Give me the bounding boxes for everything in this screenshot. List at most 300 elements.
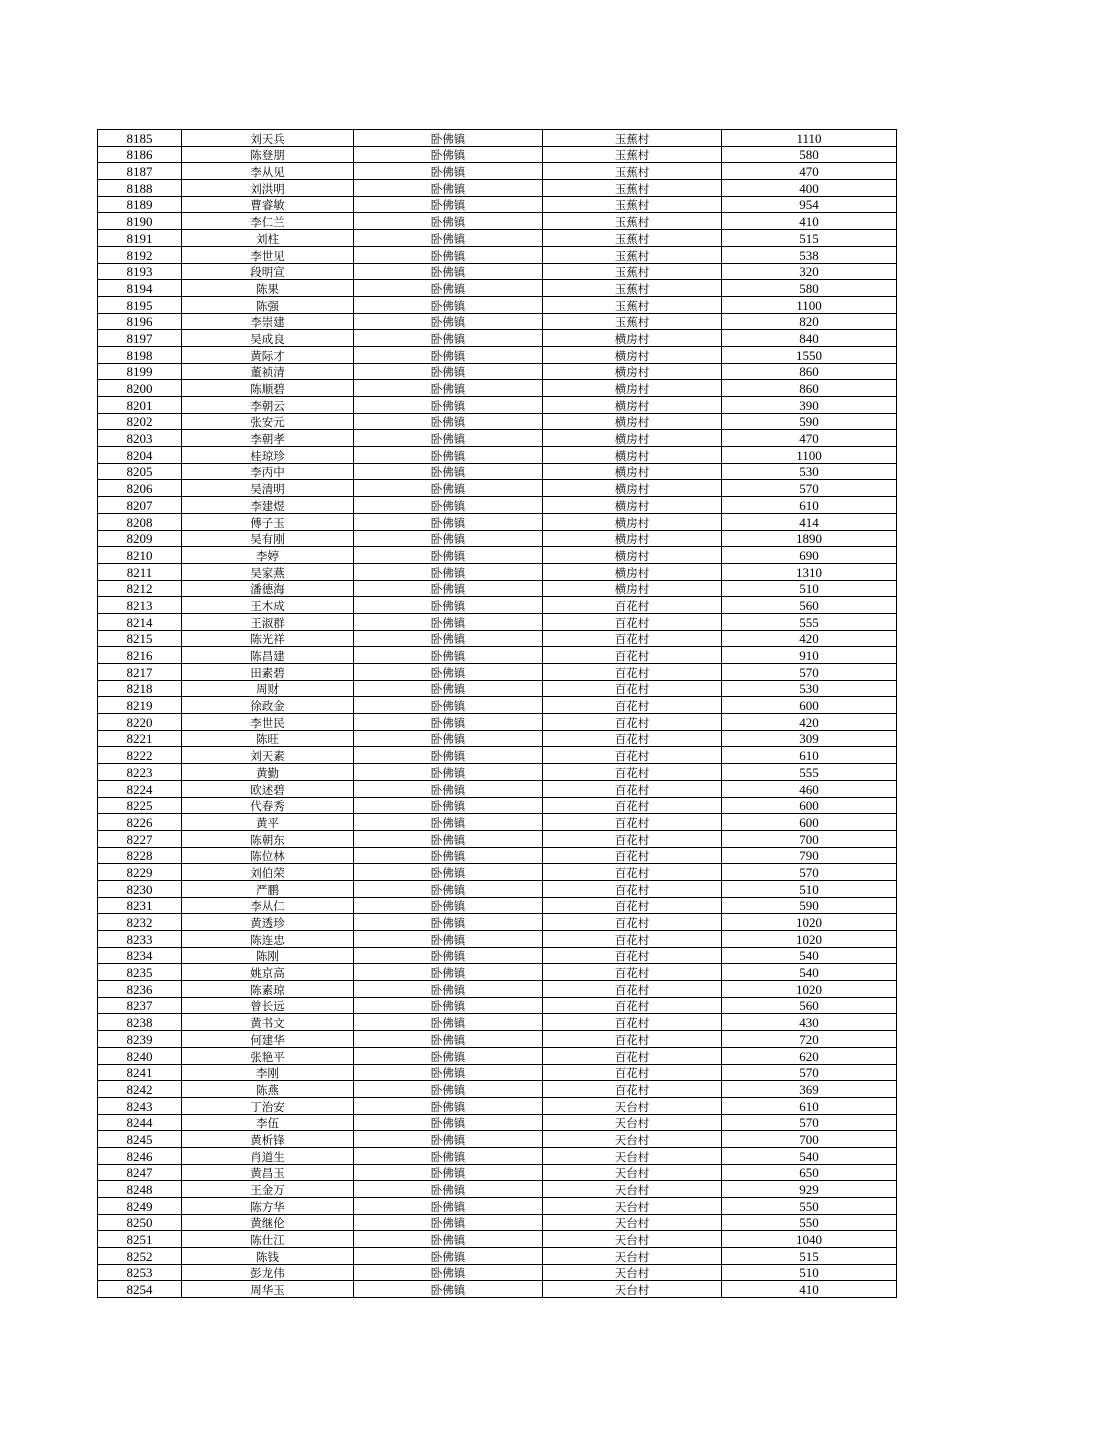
- town-cell: 卧佛镇: [354, 346, 543, 363]
- row-number-cell: 8236: [98, 981, 182, 998]
- town-cell: 卧佛镇: [354, 547, 543, 564]
- town-cell: 卧佛镇: [354, 447, 543, 464]
- amount-cell: 410: [722, 1281, 897, 1298]
- village-cell: 百花村: [543, 714, 722, 731]
- table-body: [98, 130, 897, 1298]
- table-row: [98, 397, 897, 414]
- village-cell: 天台村: [543, 1231, 722, 1248]
- town-cell: 卧佛镇: [354, 1231, 543, 1248]
- town-cell: 卧佛镇: [354, 814, 543, 831]
- town-cell: 卧佛镇: [354, 730, 543, 747]
- table-row: [98, 130, 897, 147]
- name-cell: 黄昌玉: [182, 1164, 354, 1181]
- table-row: [98, 1047, 897, 1064]
- amount-cell: 470: [722, 430, 897, 447]
- town-cell: 卧佛镇: [354, 1097, 543, 1114]
- amount-cell: 410: [722, 213, 897, 230]
- town-cell: 卧佛镇: [354, 830, 543, 847]
- village-cell: 百花村: [543, 981, 722, 998]
- table-row: [98, 530, 897, 547]
- amount-cell: 470: [722, 163, 897, 180]
- town-cell: 卧佛镇: [354, 947, 543, 964]
- village-cell: 玉蕉村: [543, 163, 722, 180]
- table-row: [98, 897, 897, 914]
- village-cell: 百花村: [543, 947, 722, 964]
- row-number-cell: 8253: [98, 1264, 182, 1281]
- row-number-cell: 8251: [98, 1231, 182, 1248]
- table-row: [98, 1231, 897, 1248]
- village-cell: 玉蕉村: [543, 146, 722, 163]
- town-cell: 卧佛镇: [354, 1014, 543, 1031]
- row-number-cell: 8220: [98, 714, 182, 731]
- name-cell: 李伍: [182, 1114, 354, 1131]
- table-row: [98, 914, 897, 931]
- amount-cell: 580: [722, 280, 897, 297]
- table-row: [98, 196, 897, 213]
- village-cell: 百花村: [543, 764, 722, 781]
- row-number-cell: 8230: [98, 880, 182, 897]
- row-number-cell: 8210: [98, 547, 182, 564]
- amount-cell: 610: [722, 1097, 897, 1114]
- village-cell: 天台村: [543, 1097, 722, 1114]
- row-number-cell: 8202: [98, 413, 182, 430]
- row-number-cell: 8217: [98, 664, 182, 681]
- village-cell: 百花村: [543, 1014, 722, 1031]
- name-cell: 黄继伦: [182, 1214, 354, 1231]
- table-row: [98, 997, 897, 1014]
- town-cell: 卧佛镇: [354, 1081, 543, 1098]
- table-row: [98, 797, 897, 814]
- name-cell: 彭龙伟: [182, 1264, 354, 1281]
- amount-cell: 610: [722, 747, 897, 764]
- row-number-cell: 8196: [98, 313, 182, 330]
- amount-cell: 414: [722, 513, 897, 530]
- amount-cell: 1310: [722, 563, 897, 580]
- row-number-cell: 8189: [98, 196, 182, 213]
- amount-cell: 840: [722, 330, 897, 347]
- village-cell: 横房村: [543, 430, 722, 447]
- town-cell: 卧佛镇: [354, 1047, 543, 1064]
- village-cell: 百花村: [543, 880, 722, 897]
- amount-cell: 570: [722, 864, 897, 881]
- table-row: [98, 1281, 897, 1298]
- name-cell: 李仁兰: [182, 213, 354, 230]
- table-row: [98, 363, 897, 380]
- table-row: [98, 330, 897, 347]
- village-cell: 玉蕉村: [543, 230, 722, 247]
- table-row: [98, 697, 897, 714]
- amount-cell: 538: [722, 246, 897, 263]
- town-cell: 卧佛镇: [354, 1281, 543, 1298]
- town-cell: 卧佛镇: [354, 1114, 543, 1131]
- town-cell: 卧佛镇: [354, 146, 543, 163]
- table-row: [98, 580, 897, 597]
- town-cell: 卧佛镇: [354, 981, 543, 998]
- table-row: [98, 830, 897, 847]
- table-row: [98, 447, 897, 464]
- village-cell: 横房村: [543, 580, 722, 597]
- amount-cell: 860: [722, 363, 897, 380]
- town-cell: 卧佛镇: [354, 664, 543, 681]
- table-row: [98, 1114, 897, 1131]
- village-cell: 玉蕉村: [543, 313, 722, 330]
- row-number-cell: 8204: [98, 447, 182, 464]
- table-row: [98, 1014, 897, 1031]
- town-cell: 卧佛镇: [354, 296, 543, 313]
- table-row: [98, 864, 897, 881]
- name-cell: 刘伯荣: [182, 864, 354, 881]
- name-cell: 刘天兵: [182, 130, 354, 147]
- table-row: [98, 1164, 897, 1181]
- amount-cell: 550: [722, 1198, 897, 1215]
- village-cell: 横房村: [543, 480, 722, 497]
- town-cell: 卧佛镇: [354, 397, 543, 414]
- name-cell: 黄析锋: [182, 1131, 354, 1148]
- name-cell: 王木成: [182, 597, 354, 614]
- name-cell: 潘德海: [182, 580, 354, 597]
- row-number-cell: 8214: [98, 613, 182, 630]
- name-cell: 吴有刚: [182, 530, 354, 547]
- name-cell: 张艳平: [182, 1047, 354, 1064]
- table-row: [98, 346, 897, 363]
- name-cell: 李丙中: [182, 463, 354, 480]
- town-cell: 卧佛镇: [354, 914, 543, 931]
- row-number-cell: 8249: [98, 1198, 182, 1215]
- town-cell: 卧佛镇: [354, 680, 543, 697]
- name-cell: 刘洪明: [182, 180, 354, 197]
- amount-cell: 510: [722, 880, 897, 897]
- name-cell: 陈钱: [182, 1248, 354, 1265]
- amount-cell: 1100: [722, 296, 897, 313]
- town-cell: 卧佛镇: [354, 246, 543, 263]
- name-cell: 段明宣: [182, 263, 354, 280]
- row-number-cell: 8239: [98, 1031, 182, 1048]
- amount-cell: 530: [722, 463, 897, 480]
- table-row: [98, 847, 897, 864]
- village-cell: 百花村: [543, 830, 722, 847]
- name-cell: 李朝云: [182, 397, 354, 414]
- name-cell: 黄透珍: [182, 914, 354, 931]
- row-number-cell: 8188: [98, 180, 182, 197]
- table-row: [98, 1264, 897, 1281]
- village-cell: 横房村: [543, 346, 722, 363]
- amount-cell: 620: [722, 1047, 897, 1064]
- village-cell: 百花村: [543, 814, 722, 831]
- row-number-cell: 8242: [98, 1081, 182, 1098]
- name-cell: 欧述碧: [182, 780, 354, 797]
- row-number-cell: 8186: [98, 146, 182, 163]
- name-cell: 陈旺: [182, 730, 354, 747]
- table-row: [98, 246, 897, 263]
- name-cell: 张安元: [182, 413, 354, 430]
- row-number-cell: 8238: [98, 1014, 182, 1031]
- row-number-cell: 8244: [98, 1114, 182, 1131]
- name-cell: 王金万: [182, 1181, 354, 1198]
- row-number-cell: 8225: [98, 797, 182, 814]
- town-cell: 卧佛镇: [354, 163, 543, 180]
- amount-cell: 570: [722, 1064, 897, 1081]
- amount-cell: 309: [722, 730, 897, 747]
- table-row: [98, 1064, 897, 1081]
- amount-cell: 540: [722, 1147, 897, 1164]
- table-row: [98, 947, 897, 964]
- table-row: [98, 480, 897, 497]
- row-number-cell: 8252: [98, 1248, 182, 1265]
- town-cell: 卧佛镇: [354, 1181, 543, 1198]
- name-cell: 桂琼珍: [182, 447, 354, 464]
- village-cell: 横房村: [543, 563, 722, 580]
- amount-cell: 510: [722, 1264, 897, 1281]
- town-cell: 卧佛镇: [354, 330, 543, 347]
- amount-cell: 390: [722, 397, 897, 414]
- table-row: [98, 163, 897, 180]
- town-cell: 卧佛镇: [354, 130, 543, 147]
- village-cell: 百花村: [543, 730, 722, 747]
- amount-cell: 560: [722, 997, 897, 1014]
- village-cell: 百花村: [543, 1064, 722, 1081]
- amount-cell: 650: [722, 1164, 897, 1181]
- name-cell: 曹睿敏: [182, 196, 354, 213]
- village-cell: 百花村: [543, 647, 722, 664]
- row-number-cell: 8208: [98, 513, 182, 530]
- town-cell: 卧佛镇: [354, 864, 543, 881]
- name-cell: 曾长远: [182, 997, 354, 1014]
- village-cell: 天台村: [543, 1281, 722, 1298]
- name-cell: 李世见: [182, 246, 354, 263]
- town-cell: 卧佛镇: [354, 880, 543, 897]
- village-cell: 天台村: [543, 1164, 722, 1181]
- amount-cell: 320: [722, 263, 897, 280]
- name-cell: 代春秀: [182, 797, 354, 814]
- row-number-cell: 8199: [98, 363, 182, 380]
- amount-cell: 540: [722, 964, 897, 981]
- amount-cell: 700: [722, 830, 897, 847]
- town-cell: 卧佛镇: [354, 1198, 543, 1215]
- amount-cell: 790: [722, 847, 897, 864]
- amount-cell: 1890: [722, 530, 897, 547]
- town-cell: 卧佛镇: [354, 630, 543, 647]
- row-number-cell: 8248: [98, 1181, 182, 1198]
- table-row: [98, 1031, 897, 1048]
- table-row: [98, 463, 897, 480]
- name-cell: 周华玉: [182, 1281, 354, 1298]
- table-row: [98, 146, 897, 163]
- name-cell: 李崇建: [182, 313, 354, 330]
- town-cell: 卧佛镇: [354, 1164, 543, 1181]
- row-number-cell: 8221: [98, 730, 182, 747]
- name-cell: 刘天素: [182, 747, 354, 764]
- village-cell: 横房村: [543, 547, 722, 564]
- table-row: [98, 981, 897, 998]
- row-number-cell: 8215: [98, 630, 182, 647]
- town-cell: 卧佛镇: [354, 1264, 543, 1281]
- data-table: [97, 129, 897, 1298]
- table-row: [98, 313, 897, 330]
- town-cell: 卧佛镇: [354, 313, 543, 330]
- town-cell: 卧佛镇: [354, 847, 543, 864]
- row-number-cell: 8212: [98, 580, 182, 597]
- row-number-cell: 8203: [98, 430, 182, 447]
- amount-cell: 1110: [722, 130, 897, 147]
- town-cell: 卧佛镇: [354, 1147, 543, 1164]
- table-row: [98, 1214, 897, 1231]
- name-cell: 周财: [182, 680, 354, 697]
- village-cell: 横房村: [543, 447, 722, 464]
- village-cell: 百花村: [543, 964, 722, 981]
- row-number-cell: 8207: [98, 497, 182, 514]
- row-number-cell: 8197: [98, 330, 182, 347]
- town-cell: 卧佛镇: [354, 497, 543, 514]
- village-cell: 百花村: [543, 664, 722, 681]
- town-cell: 卧佛镇: [354, 780, 543, 797]
- town-cell: 卧佛镇: [354, 697, 543, 714]
- name-cell: 黄勤: [182, 764, 354, 781]
- town-cell: 卧佛镇: [354, 1131, 543, 1148]
- table-row: [98, 664, 897, 681]
- row-number-cell: 8191: [98, 230, 182, 247]
- village-cell: 横房村: [543, 380, 722, 397]
- village-cell: 玉蕉村: [543, 196, 722, 213]
- amount-cell: 460: [722, 780, 897, 797]
- town-cell: 卧佛镇: [354, 280, 543, 297]
- table-row: [98, 380, 897, 397]
- village-cell: 百花村: [543, 747, 722, 764]
- table-row: [98, 613, 897, 630]
- amount-cell: 550: [722, 1214, 897, 1231]
- row-number-cell: 8201: [98, 397, 182, 414]
- name-cell: 吴清明: [182, 480, 354, 497]
- name-cell: 陈果: [182, 280, 354, 297]
- town-cell: 卧佛镇: [354, 363, 543, 380]
- name-cell: 傅子玉: [182, 513, 354, 530]
- village-cell: 百花村: [543, 780, 722, 797]
- table-row: [98, 280, 897, 297]
- amount-cell: 600: [722, 814, 897, 831]
- table-row: [98, 1097, 897, 1114]
- row-number-cell: 8200: [98, 380, 182, 397]
- row-number-cell: 8250: [98, 1214, 182, 1231]
- village-cell: 天台村: [543, 1214, 722, 1231]
- amount-cell: 600: [722, 697, 897, 714]
- village-cell: 玉蕉村: [543, 296, 722, 313]
- table-row: [98, 780, 897, 797]
- row-number-cell: 8211: [98, 563, 182, 580]
- name-cell: 陈昌建: [182, 647, 354, 664]
- name-cell: 李从见: [182, 163, 354, 180]
- village-cell: 天台村: [543, 1198, 722, 1215]
- town-cell: 卧佛镇: [354, 580, 543, 597]
- town-cell: 卧佛镇: [354, 213, 543, 230]
- amount-cell: 555: [722, 764, 897, 781]
- row-number-cell: 8240: [98, 1047, 182, 1064]
- village-cell: 横房村: [543, 363, 722, 380]
- row-number-cell: 8194: [98, 280, 182, 297]
- name-cell: 董祯清: [182, 363, 354, 380]
- village-cell: 横房村: [543, 497, 722, 514]
- amount-cell: 430: [722, 1014, 897, 1031]
- name-cell: 陈位林: [182, 847, 354, 864]
- village-cell: 横房村: [543, 397, 722, 414]
- table-row: [98, 1147, 897, 1164]
- name-cell: 陈燕: [182, 1081, 354, 1098]
- village-cell: 百花村: [543, 1081, 722, 1098]
- name-cell: 刘柱: [182, 230, 354, 247]
- amount-cell: 515: [722, 1248, 897, 1265]
- table-row: [98, 764, 897, 781]
- table-row: [98, 1081, 897, 1098]
- row-number-cell: 8232: [98, 914, 182, 931]
- table-row: [98, 880, 897, 897]
- amount-cell: 1020: [722, 931, 897, 948]
- amount-cell: 590: [722, 897, 897, 914]
- row-number-cell: 8245: [98, 1131, 182, 1148]
- table-row: [98, 497, 897, 514]
- town-cell: 卧佛镇: [354, 997, 543, 1014]
- name-cell: 陈仕江: [182, 1231, 354, 1248]
- village-cell: 天台村: [543, 1181, 722, 1198]
- amount-cell: 1550: [722, 346, 897, 363]
- row-number-cell: 8218: [98, 680, 182, 697]
- table-row: [98, 747, 897, 764]
- name-cell: 徐政金: [182, 697, 354, 714]
- row-number-cell: 8198: [98, 346, 182, 363]
- name-cell: 陈强: [182, 296, 354, 313]
- table-row: [98, 296, 897, 313]
- table-row: [98, 647, 897, 664]
- village-cell: 天台村: [543, 1147, 722, 1164]
- table-row: [98, 230, 897, 247]
- row-number-cell: 8229: [98, 864, 182, 881]
- row-number-cell: 8195: [98, 296, 182, 313]
- table-row: [98, 413, 897, 430]
- table-row: [98, 714, 897, 731]
- village-cell: 百花村: [543, 931, 722, 948]
- village-cell: 横房村: [543, 463, 722, 480]
- amount-cell: 600: [722, 797, 897, 814]
- row-number-cell: 8190: [98, 213, 182, 230]
- name-cell: 李婷: [182, 547, 354, 564]
- amount-cell: 1040: [722, 1231, 897, 1248]
- town-cell: 卧佛镇: [354, 230, 543, 247]
- name-cell: 田素碧: [182, 664, 354, 681]
- table-row: [98, 597, 897, 614]
- table-row: [98, 213, 897, 230]
- town-cell: 卧佛镇: [354, 180, 543, 197]
- amount-cell: 420: [722, 714, 897, 731]
- town-cell: 卧佛镇: [354, 413, 543, 430]
- name-cell: 丁治安: [182, 1097, 354, 1114]
- name-cell: 陈连忠: [182, 931, 354, 948]
- row-number-cell: 8246: [98, 1147, 182, 1164]
- amount-cell: 610: [722, 497, 897, 514]
- name-cell: 肖道生: [182, 1147, 354, 1164]
- amount-cell: 700: [722, 1131, 897, 1148]
- name-cell: 吴家燕: [182, 563, 354, 580]
- village-cell: 百花村: [543, 597, 722, 614]
- row-number-cell: 8209: [98, 530, 182, 547]
- amount-cell: 860: [722, 380, 897, 397]
- row-number-cell: 8247: [98, 1164, 182, 1181]
- table-row: [98, 547, 897, 564]
- name-cell: 吴成良: [182, 330, 354, 347]
- table-row: [98, 964, 897, 981]
- amount-cell: 369: [722, 1081, 897, 1098]
- row-number-cell: 8254: [98, 1281, 182, 1298]
- table-row: [98, 1181, 897, 1198]
- table-row: [98, 680, 897, 697]
- name-cell: 李世民: [182, 714, 354, 731]
- row-number-cell: 8219: [98, 697, 182, 714]
